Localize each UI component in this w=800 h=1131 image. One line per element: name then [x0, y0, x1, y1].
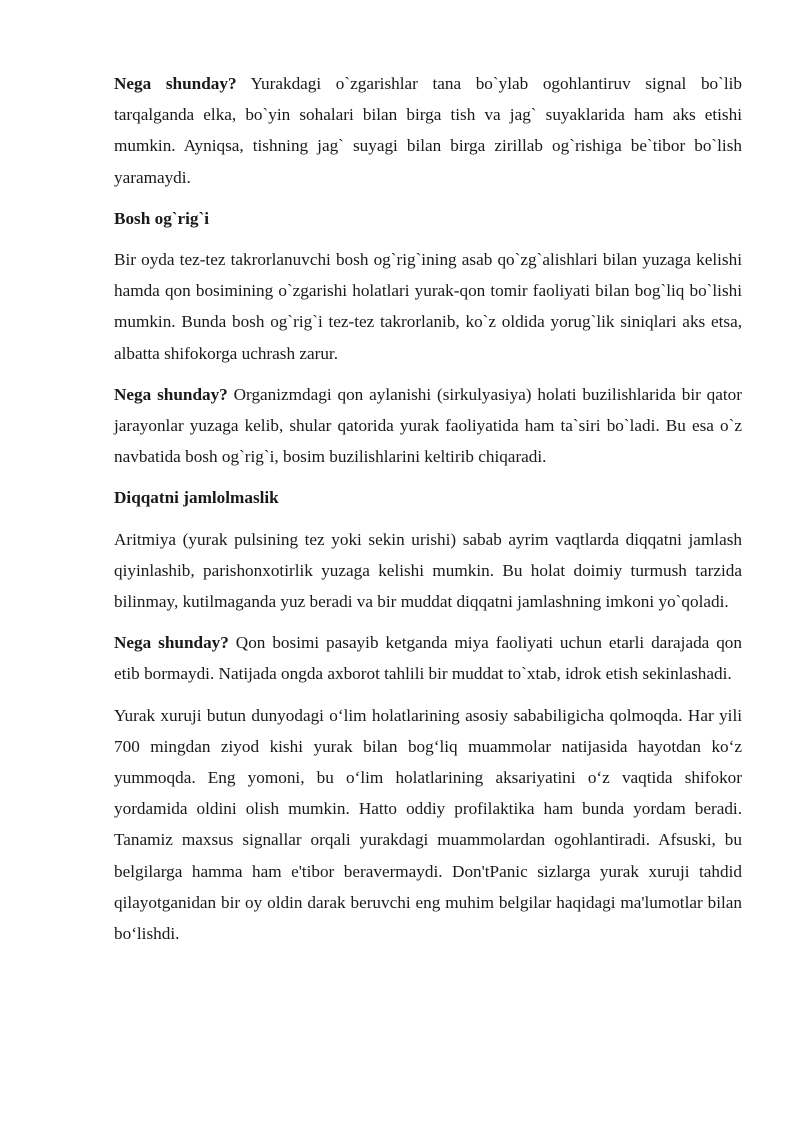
paragraph-lead: Nega shunday? — [114, 633, 229, 653]
paragraph-text: Yurak xuruji butun dunyodagi o‘lim holatlarining asosiy sababiligicha qolmoqda. Har yili 700 mingdan ziyod kishi yurak bilan bog‘liq muammolar natijasida hayotdan ko‘z yummoqda. Eng yomoni, bu o‘lim holatlarining aksariyatini o‘z vaqtida shifokor yordamida oldini olish mumkin. Hatto oddiy profilaktika ham bunda yordam beradi. Tanamiz maxsus signallar orqali yurakdagi muammolardan ogohlantiradi. Afsuski, bu belgilarga hamma ham e'tibor beravermaydi. Don'tPanic sizlarga yurak xuruji tahdid qilayotganidan bir oy oldin darak beruvchi eng muhim belgilar haqidagi ma'lumotlar bilan bo‘lishdi. — [114, 705, 742, 944]
paragraph-text: Bir oyda tez-tez takrorlanuvchi bosh og`rig`ining asab qo`zg`alishlari bilan yuzaga kelishi hamda qon bosimining o`zgarishi holatlari yurak-qon tomir faoliyati bilan bog`liq bo`lishi mumkin. Bunda bosh og`rig`i tez-tez takrorlanib, ko`z oldida yorug`lik siniqlari aks etsa, albatta shifokorga uchrash zarur. — [114, 250, 742, 363]
paragraph-headache — [114, 244, 742, 369]
paragraph-text: Organizmdagi qon aylanishi (sirkulyasiya) holati buzilishlarida bir qator jarayonlar yuzaga kelib, shular qatorida yurak faoliyatida ham ta`siri bo`ladi. Bu esa o`z navbatida bosh og`rig`i, bosim buzilishlarini keltirib chiqaradi. — [114, 384, 742, 467]
section-heading-concentration: Diqqatni jamlolmaslik — [114, 488, 279, 508]
paragraph-concentration-reason — [114, 627, 742, 689]
paragraph-headache-reason — [114, 379, 742, 473]
paragraph-text: Qon bosimi pasayib ketganda miya faoliyati uchun etarli darajada qon etib bormaydi. Natijada ongda axborot tahlili bir muddat to`xtab, idrok etish sekinlashadi. — [114, 633, 742, 684]
paragraph-lead: Nega shunday? — [114, 74, 237, 93]
paragraph-lead: Nega shunday? — [114, 384, 228, 404]
paragraph-text: Aritmiya (yurak pulsining tez yoki sekin urishi) sabab ayrim vaqtlarda diqqatni jamlash qiyinlashib, parishonxotirlik yuzaga kelishi mumkin. Bu holat doimiy turmush tarzida bilinmay, kutilmaganda yuz beradi va bir muddat diqqatni jamlashning imkoni yo`qoladi. — [114, 529, 742, 612]
paragraph-heart-attack-summary — [114, 700, 742, 950]
paragraph-jaw-pain-reason — [114, 68, 742, 193]
paragraph-text: Yurakdagi o`zgarishlar tana bo`ylab ogohlantiruv signal bo`lib tarqalganda elka, bo`yin sohalari bilan birga tish va jag` suyaklarida ham aks etishi mumkin. Ayniqsa, tishning jag` suyagi bilan birga zirillab og`rishiga be`tibor bo`lish yaramaydi. — [114, 74, 743, 187]
section-heading-headache: Bosh og`rig`i — [114, 208, 210, 228]
paragraph-concentration — [114, 524, 742, 618]
document-page — [114, 68, 742, 959]
